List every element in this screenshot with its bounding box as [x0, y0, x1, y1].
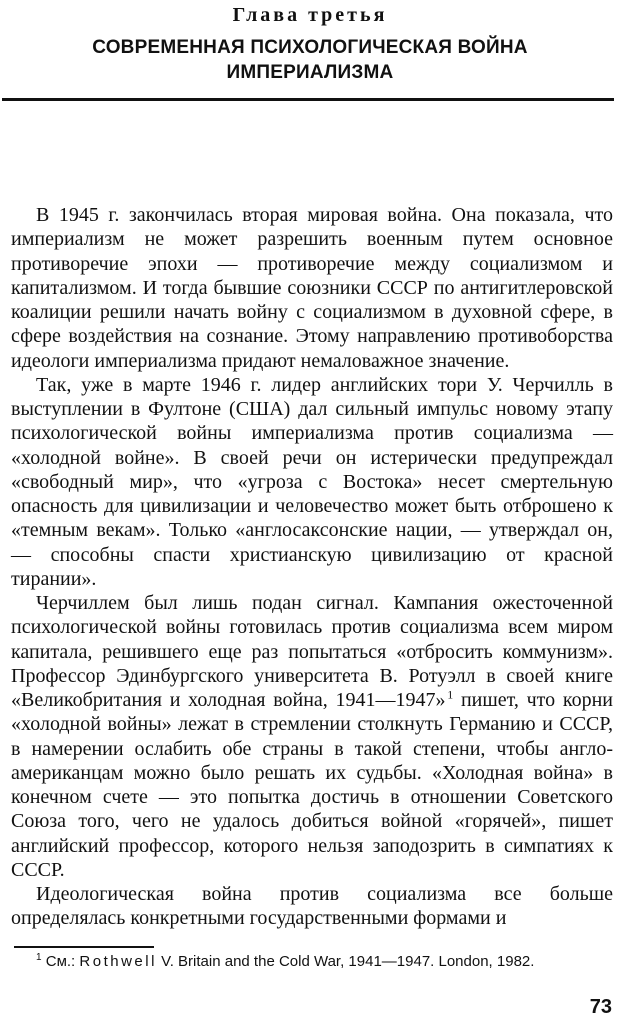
footnote-reference: 1: [447, 687, 454, 702]
footnote-author: Rothwell: [79, 953, 157, 970]
footnote-prefix: См.:: [45, 953, 76, 970]
chapter-title: [20, 35, 600, 85]
body-text: [11, 203, 613, 931]
paragraph-1: В 1945 г. закончилась вторая мировая война. Она показала, что империализм не может разрешить военным путем основное противоречие эпохи — противоречие между социализмом и капитализмом. И тогда бывшие союзники СССР по антигитлеровской коалиции решили начать войну с социализмом в духовной сфере, в сфере воздействия на сознание. Этому направлению противоборства идеологи империализма придают немаловажное значение.: [11, 204, 613, 372]
title-divider: [2, 98, 614, 101]
footnote-divider: [14, 946, 154, 948]
chapter-title-line-1: СОВРЕМЕННАЯ ПСИХОЛОГИЧЕСКАЯ ВОЙНА: [92, 37, 528, 58]
chapter-title-line-2: ИМПЕРИАЛИЗМА: [226, 62, 394, 83]
footnote-marker: 1: [36, 952, 42, 963]
paragraph-3-start: Черчиллем был лишь подан сигнал. Кампания ожесточенной психологической войны готовилась против социализма всем миром капитала, решившего еще раз попытаться «отбросить коммунизм». Профессор Эдинбургского университета В. Ротуэлл в своей книге «Великобритания и холодная война, 1941—1947»: [11, 592, 613, 711]
chapter-label: Глава третья: [232, 4, 388, 26]
paragraph-3-end: пишет, что корни «холодной войны» лежат в стремлении столкнуть Германию и СССР, в намерении ослабить обе страны в такой степени, чтобы англо-американцам можно было решать их судьбы. «Холодная война» в конечном счете — это попытка достичь в отношении Советского Союза того, чего не удалось добиться войной «горячей», пишет английский профессор, которого нельзя заподозрить в симпатиях к СССР.: [11, 689, 614, 881]
footnote: [14, 952, 612, 972]
paragraph-2: Так, уже в марте 1946 г. лидер английских тори У. Черчилль в выступлении в Фултоне (США) дал сильный импульс новому этапу психологической войны империализма против социализма — «холодной войне». В своей речи он истерически предупреждал «свободный мир», что «угроза с Востока» несет смертельную опасность для цивилизации и человечество может быть отброшено к «темным векам». Только «англосаксонские нации, — утверждал он, — способны спасти христианскую цивилизацию от красной тирании».: [11, 373, 613, 590]
paragraph-3: [11, 591, 613, 882]
footnote-citation: V. Britain and the Cold War, 1941—1947. London, 1982.: [161, 953, 535, 970]
paragraph-4: Идеологическая война против социализма все больше определялась конкретными государственными формами и: [11, 883, 613, 930]
page-number: 73: [589, 996, 612, 1018]
